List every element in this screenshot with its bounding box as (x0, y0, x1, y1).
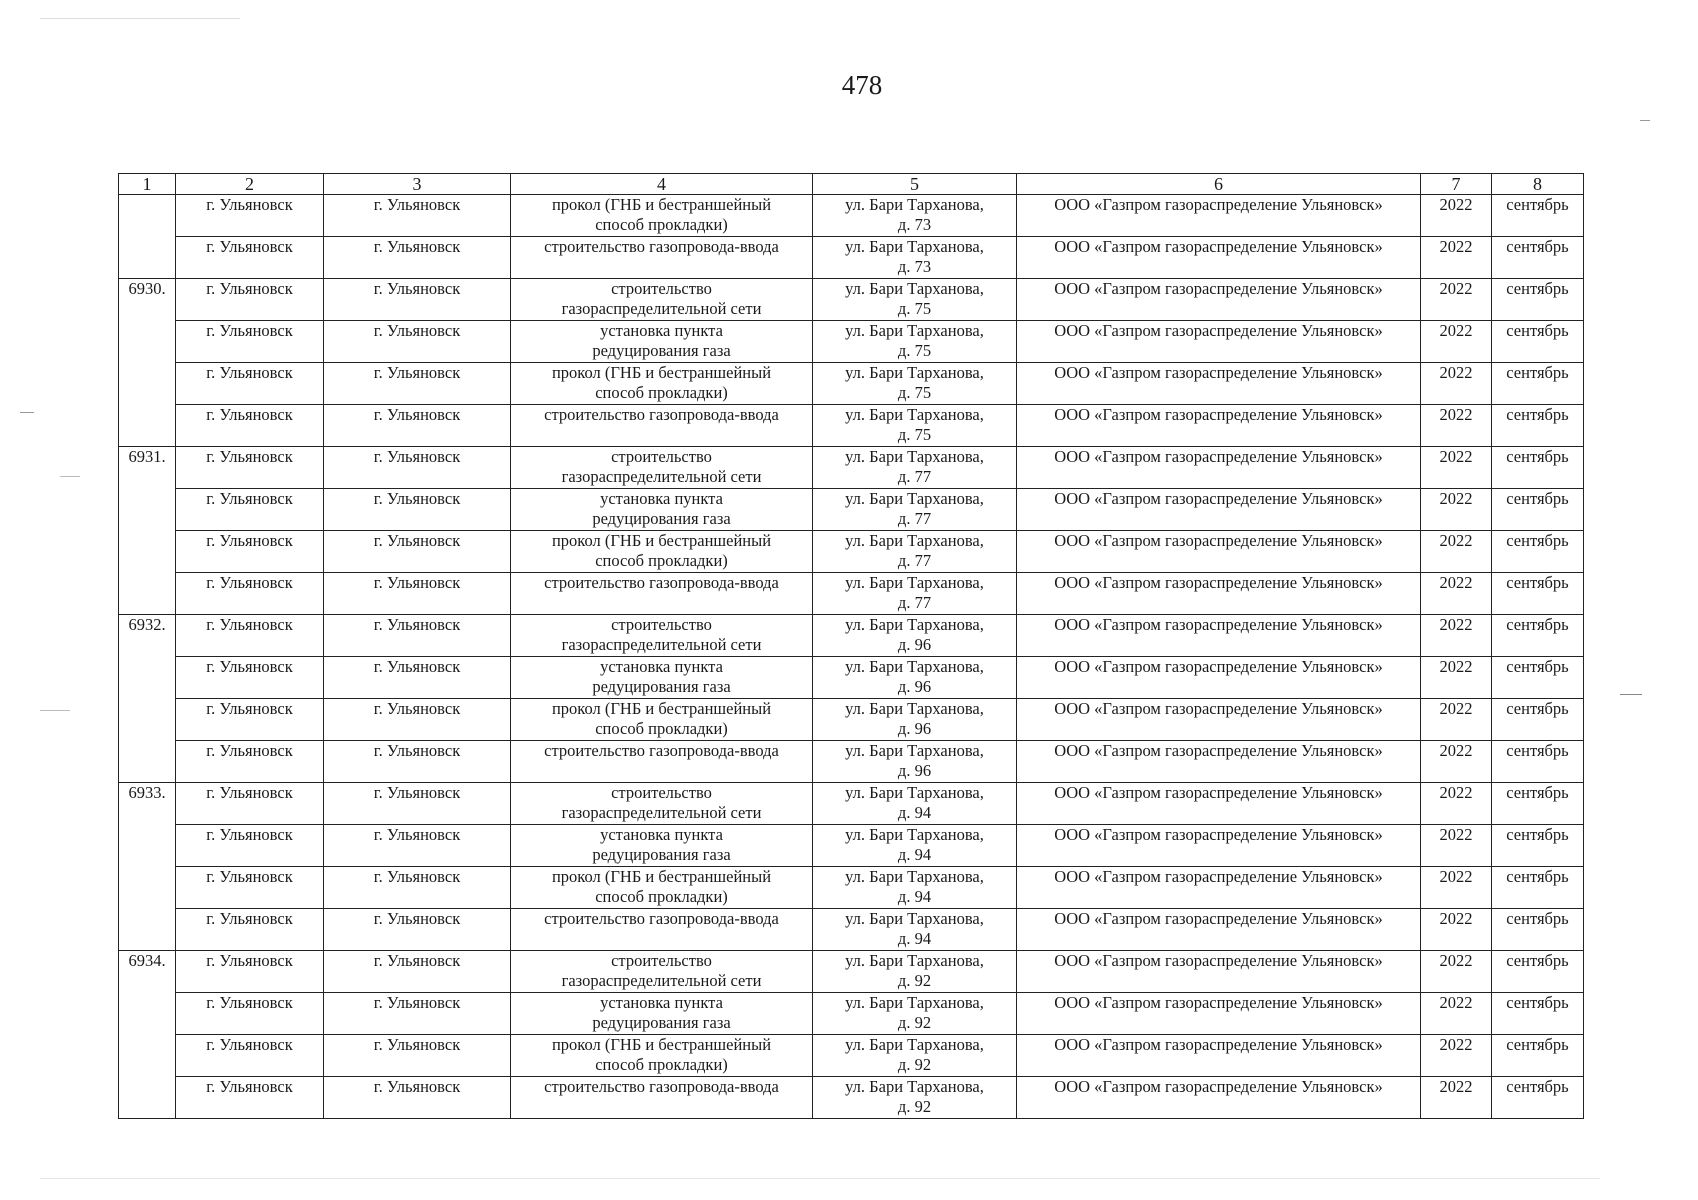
month-cell: сентябрь (1492, 1077, 1584, 1119)
cell-text-line: прокол (ГНБ и бестраншейный (551, 195, 772, 214)
organization-cell: ООО «Газпром газораспределение Ульяновск» (1017, 489, 1421, 531)
locality-cell: г. Ульяновск (324, 237, 511, 279)
cell-text-line: ул. Бари Тарханова, (845, 699, 984, 718)
year-cell: 2022 (1421, 1077, 1492, 1119)
work-type-cell (511, 531, 813, 573)
cell-text-line: способ прокладки) (595, 215, 728, 234)
year-cell: 2022 (1421, 405, 1492, 447)
work-type-cell (511, 825, 813, 867)
cell-text-line: д. 94 (897, 887, 932, 906)
cell-text-line: д. 96 (897, 719, 932, 738)
address-cell (813, 1077, 1017, 1119)
cell-text-line: д. 75 (897, 341, 932, 360)
table-row (119, 237, 1584, 279)
address-cell (813, 321, 1017, 363)
municipality-cell: г. Ульяновск (176, 1035, 324, 1077)
municipality-cell: г. Ульяновск (176, 321, 324, 363)
cell-text-line: газораспределительной сети (561, 299, 762, 318)
year-cell: 2022 (1421, 1035, 1492, 1077)
year-cell: 2022 (1421, 195, 1492, 237)
table-row (119, 951, 1584, 993)
entry-number (119, 489, 176, 531)
entry-number: 6934. (119, 951, 176, 993)
work-type-cell (511, 237, 813, 279)
locality-cell: г. Ульяновск (324, 321, 511, 363)
cell-text-line: способ прокладки) (595, 719, 728, 738)
address-cell (813, 1035, 1017, 1077)
municipality-cell: г. Ульяновск (176, 447, 324, 489)
municipality-cell: г. Ульяновск (176, 195, 324, 237)
entry-number: 6932. (119, 615, 176, 657)
table-row (119, 363, 1584, 405)
work-type-cell (511, 195, 813, 237)
cell-text-line: прокол (ГНБ и бестраншейный (551, 1035, 772, 1054)
cell-text-line: установка пункта (600, 321, 723, 340)
cell-text-line: д. 77 (897, 509, 932, 528)
year-cell: 2022 (1421, 531, 1492, 573)
month-cell: сентябрь (1492, 489, 1584, 531)
column-header: 3 (324, 174, 511, 195)
cell-text-line: способ прокладки) (595, 383, 728, 402)
cell-text-line: строительство газопровода-ввода (544, 741, 779, 760)
organization-cell: ООО «Газпром газораспределение Ульяновск» (1017, 531, 1421, 573)
cell-text-line: ул. Бари Тарханова, (845, 405, 984, 424)
organization-cell: ООО «Газпром газораспределение Ульяновск» (1017, 405, 1421, 447)
registry-table (118, 173, 1584, 1119)
locality-cell: г. Ульяновск (324, 867, 511, 909)
address-cell (813, 279, 1017, 321)
municipality-cell: г. Ульяновск (176, 909, 324, 951)
cell-text-line: ул. Бари Тарханова, (845, 825, 984, 844)
work-type-cell (511, 405, 813, 447)
month-cell: сентябрь (1492, 531, 1584, 573)
entry-number (119, 1035, 176, 1077)
month-cell: сентябрь (1492, 321, 1584, 363)
cell-text-line: д. 96 (897, 635, 932, 654)
month-cell: сентябрь (1492, 699, 1584, 741)
cell-text-line: строительство газопровода-ввода (544, 573, 779, 592)
work-type-cell (511, 951, 813, 993)
cell-text-line: ул. Бари Тарханова, (845, 909, 984, 928)
organization-cell: ООО «Газпром газораспределение Ульяновск» (1017, 279, 1421, 321)
address-cell (813, 363, 1017, 405)
municipality-cell: г. Ульяновск (176, 279, 324, 321)
locality-cell: г. Ульяновск (324, 363, 511, 405)
year-cell: 2022 (1421, 909, 1492, 951)
organization-cell: ООО «Газпром газораспределение Ульяновск» (1017, 825, 1421, 867)
cell-text-line: установка пункта (600, 657, 723, 676)
year-cell: 2022 (1421, 951, 1492, 993)
cell-text-line: д. 77 (897, 551, 932, 570)
cell-text-line: д. 73 (897, 215, 932, 234)
cell-text-line: строительство (611, 447, 712, 466)
work-type-cell (511, 489, 813, 531)
table-row (119, 195, 1584, 237)
organization-cell: ООО «Газпром газораспределение Ульяновск» (1017, 951, 1421, 993)
cell-text-line: ул. Бари Тарханова, (845, 195, 984, 214)
cell-text-line: ул. Бари Тарханова, (845, 279, 984, 298)
work-type-cell (511, 699, 813, 741)
locality-cell: г. Ульяновск (324, 447, 511, 489)
work-type-cell (511, 909, 813, 951)
work-type-cell (511, 1035, 813, 1077)
month-cell: сентябрь (1492, 363, 1584, 405)
cell-text-line: д. 75 (897, 425, 932, 444)
address-cell (813, 783, 1017, 825)
table-row (119, 321, 1584, 363)
address-cell (813, 405, 1017, 447)
table-row (119, 405, 1584, 447)
organization-cell: ООО «Газпром газораспределение Ульяновск» (1017, 1077, 1421, 1119)
work-type-cell (511, 615, 813, 657)
year-cell: 2022 (1421, 993, 1492, 1035)
cell-text-line: ул. Бари Тарханова, (845, 489, 984, 508)
address-cell (813, 867, 1017, 909)
cell-text-line: редуцирования газа (592, 341, 731, 360)
column-header: 4 (511, 174, 813, 195)
municipality-cell: г. Ульяновск (176, 993, 324, 1035)
cell-text-line: способ прокладки) (595, 1055, 728, 1074)
work-type-cell (511, 741, 813, 783)
address-cell (813, 951, 1017, 993)
organization-cell: ООО «Газпром газораспределение Ульяновск» (1017, 699, 1421, 741)
organization-cell: ООО «Газпром газораспределение Ульяновск» (1017, 867, 1421, 909)
year-cell: 2022 (1421, 783, 1492, 825)
cell-text-line: прокол (ГНБ и бестраншейный (551, 867, 772, 886)
municipality-cell: г. Ульяновск (176, 489, 324, 531)
table-row (119, 993, 1584, 1035)
municipality-cell: г. Ульяновск (176, 363, 324, 405)
address-cell (813, 741, 1017, 783)
table-row (119, 909, 1584, 951)
month-cell: сентябрь (1492, 615, 1584, 657)
cell-text-line: ул. Бари Тарханова, (845, 867, 984, 886)
organization-cell: ООО «Газпром газораспределение Ульяновск» (1017, 783, 1421, 825)
work-type-cell (511, 321, 813, 363)
cell-text-line: установка пункта (600, 489, 723, 508)
column-header: 2 (176, 174, 324, 195)
cell-text-line: д. 77 (897, 467, 932, 486)
table-row (119, 783, 1584, 825)
address-cell (813, 489, 1017, 531)
cell-text-line: строительство газопровода-ввода (544, 405, 779, 424)
cell-text-line: редуцирования газа (592, 677, 731, 696)
cell-text-line: строительство (611, 615, 712, 634)
locality-cell: г. Ульяновск (324, 951, 511, 993)
address-cell (813, 531, 1017, 573)
organization-cell: ООО «Газпром газораспределение Ульяновск» (1017, 615, 1421, 657)
entry-number (119, 909, 176, 951)
organization-cell: ООО «Газпром газораспределение Ульяновск» (1017, 993, 1421, 1035)
cell-text-line: ул. Бари Тарханова, (845, 1077, 984, 1096)
header-row (119, 174, 1584, 195)
month-cell: сентябрь (1492, 993, 1584, 1035)
entry-number (119, 1077, 176, 1119)
cell-text-line: д. 73 (897, 257, 932, 276)
table-row (119, 1035, 1584, 1077)
work-type-cell (511, 279, 813, 321)
cell-text-line: газораспределительной сети (561, 971, 762, 990)
table-row (119, 615, 1584, 657)
cell-text-line: способ прокладки) (595, 887, 728, 906)
month-cell: сентябрь (1492, 573, 1584, 615)
organization-cell: ООО «Газпром газораспределение Ульяновск» (1017, 657, 1421, 699)
municipality-cell: г. Ульяновск (176, 1077, 324, 1119)
cell-text-line: д. 94 (897, 803, 932, 822)
month-cell: сентябрь (1492, 783, 1584, 825)
cell-text-line: д. 94 (897, 845, 932, 864)
locality-cell: г. Ульяновск (324, 531, 511, 573)
locality-cell: г. Ульяновск (324, 657, 511, 699)
work-type-cell (511, 1077, 813, 1119)
cell-text-line: строительство (611, 951, 712, 970)
work-type-cell (511, 993, 813, 1035)
entry-number (119, 195, 176, 237)
month-cell: сентябрь (1492, 657, 1584, 699)
column-header: 1 (119, 174, 176, 195)
year-cell: 2022 (1421, 699, 1492, 741)
cell-text-line: строительство газопровода-ввода (544, 1077, 779, 1096)
cell-text-line: газораспределительной сети (561, 635, 762, 654)
entry-number: 6930. (119, 279, 176, 321)
locality-cell: г. Ульяновск (324, 1077, 511, 1119)
cell-text-line: прокол (ГНБ и бестраншейный (551, 531, 772, 550)
work-type-cell (511, 783, 813, 825)
locality-cell: г. Ульяновск (324, 699, 511, 741)
entry-number: 6933. (119, 783, 176, 825)
locality-cell: г. Ульяновск (324, 741, 511, 783)
entry-number (119, 573, 176, 615)
year-cell: 2022 (1421, 573, 1492, 615)
work-type-cell (511, 447, 813, 489)
municipality-cell: г. Ульяновск (176, 573, 324, 615)
month-cell: сентябрь (1492, 741, 1584, 783)
address-cell (813, 237, 1017, 279)
cell-text-line: строительство газопровода-ввода (544, 237, 779, 256)
year-cell: 2022 (1421, 741, 1492, 783)
cell-text-line: ул. Бари Тарханова, (845, 321, 984, 340)
year-cell: 2022 (1421, 237, 1492, 279)
organization-cell: ООО «Газпром газораспределение Ульяновск» (1017, 321, 1421, 363)
cell-text-line: прокол (ГНБ и бестраншейный (551, 699, 772, 718)
cell-text-line: д. 92 (897, 1055, 932, 1074)
month-cell: сентябрь (1492, 447, 1584, 489)
column-header: 5 (813, 174, 1017, 195)
page-number: 478 (841, 70, 883, 100)
work-type-cell (511, 657, 813, 699)
entry-number: 6931. (119, 447, 176, 489)
municipality-cell: г. Ульяновск (176, 741, 324, 783)
address-cell (813, 195, 1017, 237)
cell-text-line: газораспределительной сети (561, 467, 762, 486)
address-cell (813, 615, 1017, 657)
work-type-cell (511, 573, 813, 615)
month-cell: сентябрь (1492, 867, 1584, 909)
work-type-cell (511, 363, 813, 405)
cell-text-line: газораспределительной сети (561, 803, 762, 822)
cell-text-line: ул. Бари Тарханова, (845, 1035, 984, 1054)
table-row (119, 447, 1584, 489)
entry-number (119, 699, 176, 741)
locality-cell: г. Ульяновск (324, 195, 511, 237)
municipality-cell: г. Ульяновск (176, 951, 324, 993)
table-row (119, 1077, 1584, 1119)
table-row (119, 657, 1584, 699)
organization-cell: ООО «Газпром газораспределение Ульяновск» (1017, 741, 1421, 783)
address-cell (813, 573, 1017, 615)
cell-text-line: способ прокладки) (595, 551, 728, 570)
municipality-cell: г. Ульяновск (176, 531, 324, 573)
cell-text-line: ул. Бари Тарханова, (845, 993, 984, 1012)
cell-text-line: ул. Бари Тарханова, (845, 951, 984, 970)
municipality-cell: г. Ульяновск (176, 237, 324, 279)
locality-cell: г. Ульяновск (324, 573, 511, 615)
year-cell: 2022 (1421, 615, 1492, 657)
year-cell: 2022 (1421, 489, 1492, 531)
cell-text-line: ул. Бари Тарханова, (845, 615, 984, 634)
municipality-cell: г. Ульяновск (176, 699, 324, 741)
table-row (119, 699, 1584, 741)
locality-cell: г. Ульяновск (324, 993, 511, 1035)
locality-cell: г. Ульяновск (324, 279, 511, 321)
column-header: 7 (1421, 174, 1492, 195)
cell-text-line: ул. Бари Тарханова, (845, 573, 984, 592)
municipality-cell: г. Ульяновск (176, 405, 324, 447)
month-cell: сентябрь (1492, 909, 1584, 951)
year-cell: 2022 (1421, 321, 1492, 363)
entry-number (119, 237, 176, 279)
table-row (119, 531, 1584, 573)
cell-text-line: строительство газопровода-ввода (544, 909, 779, 928)
entry-number (119, 363, 176, 405)
cell-text-line: д. 92 (897, 971, 932, 990)
cell-text-line: редуцирования газа (592, 1013, 731, 1032)
municipality-cell: г. Ульяновск (176, 867, 324, 909)
month-cell: сентябрь (1492, 825, 1584, 867)
year-cell: 2022 (1421, 447, 1492, 489)
entry-number (119, 867, 176, 909)
column-header: 8 (1492, 174, 1584, 195)
cell-text-line: установка пункта (600, 993, 723, 1012)
entry-number (119, 657, 176, 699)
month-cell: сентябрь (1492, 951, 1584, 993)
table-row (119, 279, 1584, 321)
cell-text-line: д. 92 (897, 1097, 932, 1116)
municipality-cell: г. Ульяновск (176, 825, 324, 867)
cell-text-line: ул. Бари Тарханова, (845, 531, 984, 550)
cell-text-line: д. 94 (897, 929, 932, 948)
month-cell: сентябрь (1492, 279, 1584, 321)
cell-text-line: ул. Бари Тарханова, (845, 657, 984, 676)
cell-text-line: редуцирования газа (592, 509, 731, 528)
address-cell (813, 909, 1017, 951)
locality-cell: г. Ульяновск (324, 489, 511, 531)
entry-number (119, 825, 176, 867)
organization-cell: ООО «Газпром газораспределение Ульяновск» (1017, 195, 1421, 237)
address-cell (813, 825, 1017, 867)
organization-cell: ООО «Газпром газораспределение Ульяновск» (1017, 909, 1421, 951)
cell-text-line: д. 77 (897, 593, 932, 612)
organization-cell: ООО «Газпром газораспределение Ульяновск» (1017, 363, 1421, 405)
entry-number (119, 321, 176, 363)
cell-text-line: д. 92 (897, 1013, 932, 1032)
month-cell: сентябрь (1492, 405, 1584, 447)
locality-cell: г. Ульяновск (324, 825, 511, 867)
cell-text-line: ул. Бари Тарханова, (845, 741, 984, 760)
organization-cell: ООО «Газпром газораспределение Ульяновск» (1017, 573, 1421, 615)
cell-text-line: ул. Бари Тарханова, (845, 783, 984, 802)
address-cell (813, 993, 1017, 1035)
cell-text-line: д. 75 (897, 383, 932, 402)
municipality-cell: г. Ульяновск (176, 783, 324, 825)
cell-text-line: редуцирования газа (592, 845, 731, 864)
table-row (119, 867, 1584, 909)
table-row (119, 573, 1584, 615)
municipality-cell: г. Ульяновск (176, 657, 324, 699)
cell-text-line: прокол (ГНБ и бестраншейный (551, 363, 772, 382)
year-cell: 2022 (1421, 279, 1492, 321)
work-type-cell (511, 867, 813, 909)
address-cell (813, 447, 1017, 489)
locality-cell: г. Ульяновск (324, 909, 511, 951)
month-cell: сентябрь (1492, 1035, 1584, 1077)
locality-cell: г. Ульяновск (324, 615, 511, 657)
entry-number (119, 531, 176, 573)
cell-text-line: строительство (611, 279, 712, 298)
cell-text-line: ул. Бари Тарханова, (845, 237, 984, 256)
cell-text-line: ул. Бари Тарханова, (845, 363, 984, 382)
year-cell: 2022 (1421, 825, 1492, 867)
cell-text-line: д. 96 (897, 761, 932, 780)
month-cell: сентябрь (1492, 195, 1584, 237)
municipality-cell: г. Ульяновск (176, 615, 324, 657)
cell-text-line: д. 75 (897, 299, 932, 318)
cell-text-line: строительство (611, 783, 712, 802)
organization-cell: ООО «Газпром газораспределение Ульяновск» (1017, 1035, 1421, 1077)
table-row (119, 489, 1584, 531)
locality-cell: г. Ульяновск (324, 783, 511, 825)
locality-cell: г. Ульяновск (324, 1035, 511, 1077)
entry-number (119, 405, 176, 447)
entry-number (119, 993, 176, 1035)
column-header: 6 (1017, 174, 1421, 195)
cell-text-line: д. 96 (897, 677, 932, 696)
locality-cell: г. Ульяновск (324, 405, 511, 447)
cell-text-line: установка пункта (600, 825, 723, 844)
year-cell: 2022 (1421, 657, 1492, 699)
cell-text-line: ул. Бари Тарханова, (845, 447, 984, 466)
organization-cell: ООО «Газпром газораспределение Ульяновск» (1017, 447, 1421, 489)
table-row (119, 741, 1584, 783)
address-cell (813, 699, 1017, 741)
year-cell: 2022 (1421, 867, 1492, 909)
month-cell: сентябрь (1492, 237, 1584, 279)
year-cell: 2022 (1421, 363, 1492, 405)
organization-cell: ООО «Газпром газораспределение Ульяновск» (1017, 237, 1421, 279)
table-row (119, 825, 1584, 867)
address-cell (813, 657, 1017, 699)
entry-number (119, 741, 176, 783)
